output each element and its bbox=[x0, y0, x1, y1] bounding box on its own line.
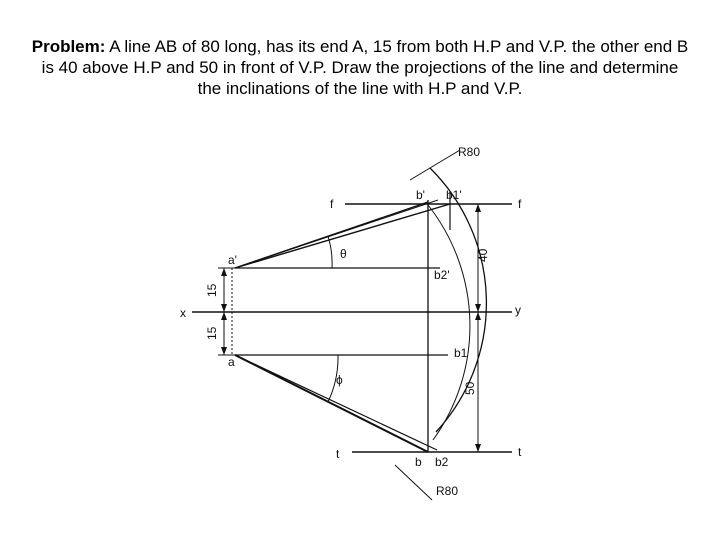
label-a: a bbox=[228, 355, 235, 369]
problem-text: A line AB of 80 long, has its end A, 15 from both H.P and V.P. the other end B is 40 above H.P and 50 in front of V.P. Draw the projections of the line and determine the inclinations of the line with H.P and V.P. bbox=[41, 37, 689, 98]
label-b1-prime: b1' bbox=[446, 188, 462, 202]
leader-r80-top bbox=[410, 150, 460, 180]
dim-label-upper-15: 15 bbox=[205, 283, 219, 297]
label-r80-bottom: R80 bbox=[436, 484, 459, 498]
arrow-50-top bbox=[475, 312, 481, 320]
label-r80-top: R80 bbox=[458, 145, 481, 159]
dim-label-50: 50 bbox=[463, 381, 477, 395]
label-y: y bbox=[515, 303, 521, 317]
label-b-prime: b' bbox=[416, 188, 425, 202]
label-b: b bbox=[415, 455, 422, 469]
arrow-50-bottom bbox=[475, 444, 481, 452]
top-view-auxiliary bbox=[235, 355, 437, 450]
arrow-40-top bbox=[475, 204, 481, 212]
top-view-line bbox=[235, 355, 428, 452]
label-b1: b1 bbox=[454, 346, 468, 360]
dim-label-40: 40 bbox=[476, 248, 490, 262]
label-b2: b2 bbox=[435, 455, 449, 469]
arrow-15-upper-top bbox=[221, 268, 227, 276]
leader-r80-bottom bbox=[395, 465, 432, 500]
label-phi: ϕ bbox=[336, 373, 343, 387]
label-a-prime: a' bbox=[228, 253, 237, 267]
label-b2-prime: b2' bbox=[434, 268, 450, 282]
arrow-40-bottom bbox=[475, 304, 481, 312]
label-t-left: t bbox=[336, 447, 340, 461]
arrow-15-upper-bottom bbox=[221, 304, 227, 312]
label-x: x bbox=[180, 306, 186, 320]
label-t-right: t bbox=[518, 445, 522, 459]
problem-label: Problem: bbox=[31, 37, 106, 56]
front-view-auxiliary bbox=[235, 200, 438, 268]
label-f-right: f bbox=[518, 197, 522, 211]
dim-label-lower-15: 15 bbox=[205, 326, 219, 340]
arrow-15-lower-top bbox=[221, 312, 227, 320]
arc-r80-top bbox=[428, 205, 470, 440]
label-theta: θ bbox=[340, 247, 347, 261]
arrow-15-lower-bottom bbox=[221, 347, 227, 355]
label-f-left: f bbox=[330, 197, 334, 211]
